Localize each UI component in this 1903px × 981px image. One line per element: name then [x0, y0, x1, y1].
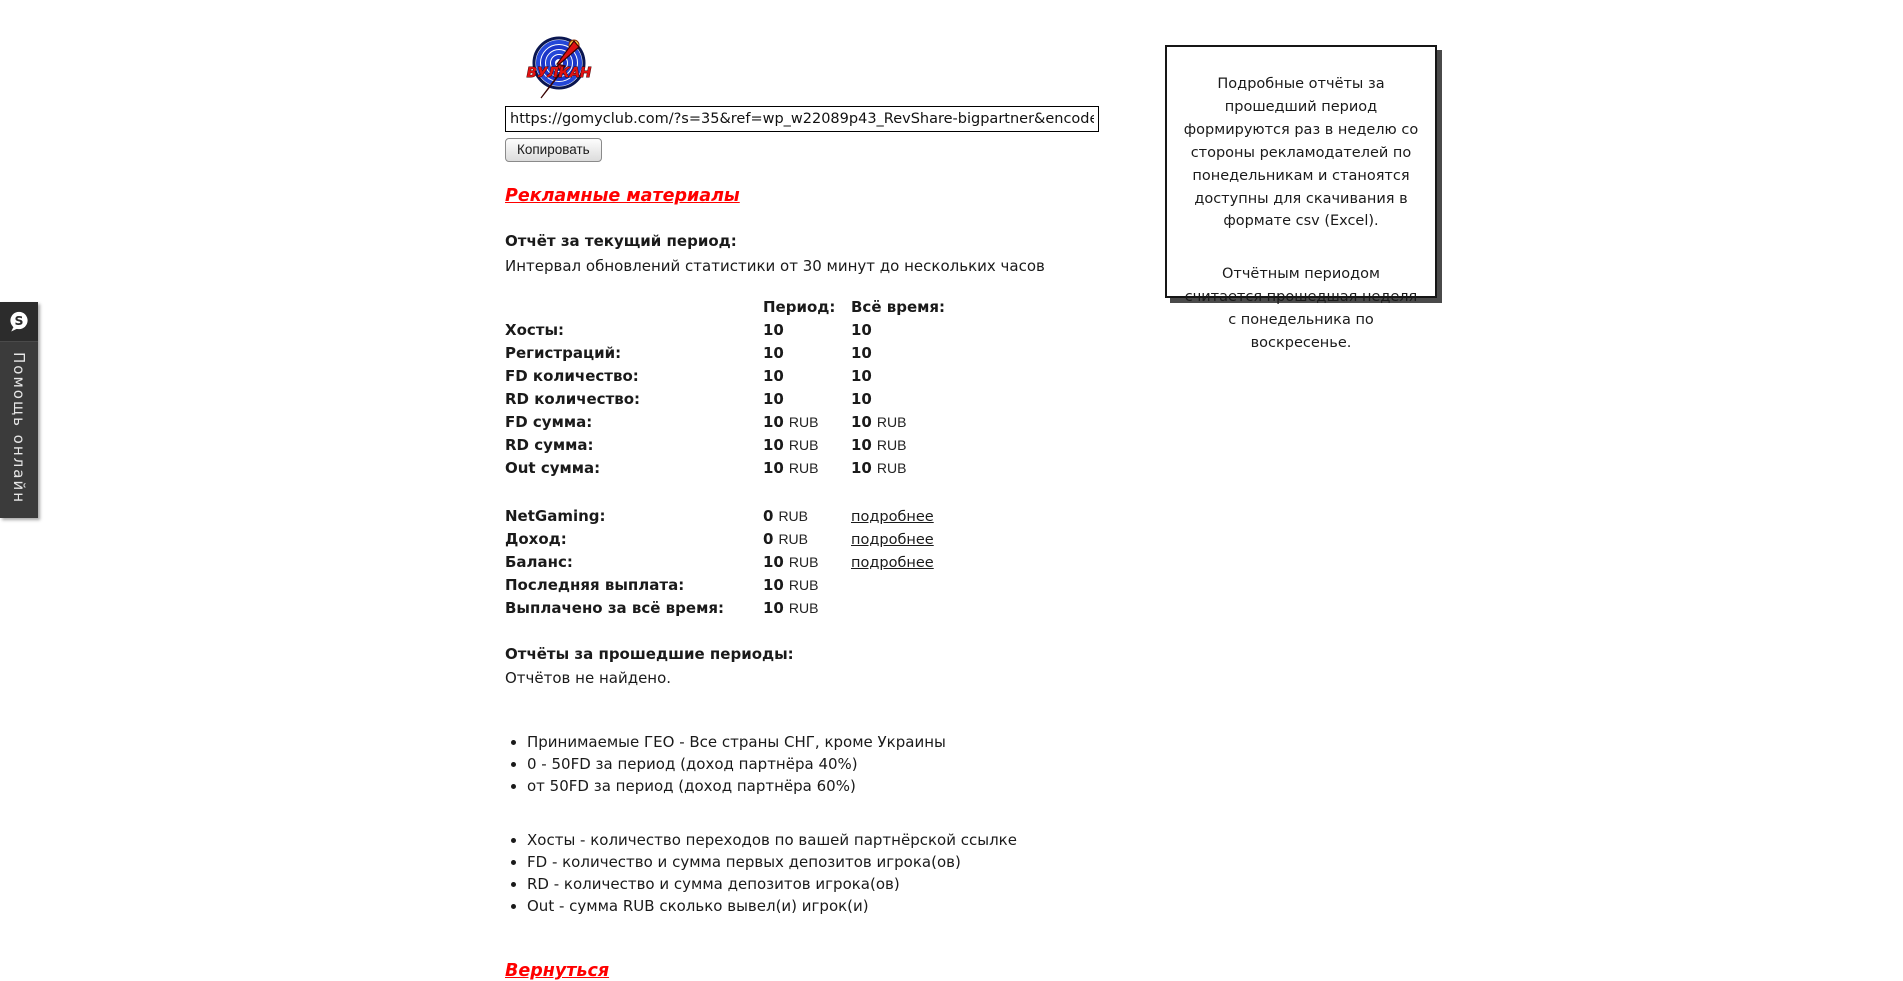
table-row-rd-count	[505, 387, 1145, 410]
alltime-value: 10	[851, 320, 872, 339]
back-link[interactable]: Вернуться	[505, 961, 610, 981]
table-row-fd-count	[505, 364, 1145, 387]
table-row-hosts	[505, 318, 1145, 341]
help-online-widget[interactable]	[0, 302, 38, 518]
period-value: 10	[763, 458, 784, 477]
list-item: • Хосты - количество переходов по вашей партнёрской ссылке	[527, 831, 1145, 849]
chat-s-icon[interactable]	[0, 302, 38, 342]
row-label: Хосты:	[505, 320, 565, 339]
row-value: 10	[763, 598, 784, 617]
stats-table	[505, 295, 1145, 479]
table-row-balance: Баланс: 10 RUB подробнее	[505, 552, 934, 571]
row-label: Out сумма:	[505, 458, 601, 477]
past-reports-empty-message: Отчётов не найдено.	[505, 669, 672, 687]
table-row-rd-sum: RD сумма: 10 RUB 10 RUB	[505, 435, 907, 454]
current-report-title: Отчёт за текущий период:	[505, 232, 737, 250]
stats-header-row	[505, 295, 1145, 318]
vulkan-logo	[527, 36, 591, 102]
row-label: Регистраций:	[505, 343, 622, 362]
row-label: Последняя выплата:	[505, 575, 685, 594]
row-value: 0	[763, 506, 774, 525]
promo-materials-link[interactable]: Рекламные материалы	[505, 186, 740, 206]
alltime-value: 10	[851, 389, 872, 408]
info-paragraph-2: Отчётным периодом считается прошедшая неделя с понедельника по воскресенье.	[1184, 266, 1418, 352]
row-label: RD сумма:	[505, 435, 594, 454]
vulkan-logo-text: ВУЛКАН	[526, 65, 592, 81]
list-item: • от 50FD за период (доход партнёра 60%)	[527, 777, 1145, 795]
period-value: 10	[763, 343, 784, 362]
list-item: • 0 - 50FD за период (доход партнёра 40%)	[527, 755, 1145, 773]
financial-table	[505, 504, 1145, 619]
table-row-last-payout: Последняя выплата: 10 RUB	[505, 575, 819, 594]
table-row-registrations	[505, 341, 1145, 364]
income-details-link[interactable]: подробнее	[851, 531, 934, 548]
list-item: • Принимаемые ГЕО - Все страны СНГ, кроме Украины	[527, 733, 1145, 751]
list-item: • FD - количество и сумма первых депозитов игрока(ов)	[527, 853, 1145, 871]
alltime-value: 10	[851, 435, 872, 454]
table-row-netgaming: NetGaming: 0 RUB подробнее	[505, 506, 934, 525]
past-reports-title: Отчёты за прошедшие периоды:	[505, 645, 794, 663]
column-period: Период:	[763, 297, 836, 316]
period-value: 10	[763, 389, 784, 408]
period-value: 10	[763, 412, 784, 431]
period-value: 10	[763, 435, 784, 454]
definitions-list	[505, 831, 1145, 915]
weekly-reports-info-box	[1165, 45, 1437, 352]
chat-s-icon	[7, 310, 31, 334]
netgaming-details-link[interactable]: подробнее	[851, 508, 934, 525]
period-value: 10	[763, 366, 784, 385]
row-label: Выплачено за всё время:	[505, 598, 724, 617]
current-report-subtitle: Интервал обновлений статистики от 30 минут до нескольких часов	[505, 257, 1045, 275]
table-row-fd-sum: FD сумма: 10 RUB 10 RUB	[505, 412, 907, 431]
row-label: Баланс:	[505, 552, 573, 571]
balance-details-link[interactable]: подробнее	[851, 554, 934, 571]
row-label: Доход:	[505, 529, 567, 548]
alltime-value: 10	[851, 458, 872, 477]
table-row-paid-total: Выплачено за всё время: 10 RUB	[505, 598, 819, 617]
svg-text:S: S	[14, 312, 24, 328]
main-content	[505, 36, 1145, 981]
copy-button[interactable]: Копировать	[505, 138, 602, 162]
help-online-label: Помощь онлайн	[10, 352, 28, 505]
row-value: 10	[763, 575, 784, 594]
help-online-tab[interactable]	[0, 342, 38, 518]
list-item: • RD - количество и сумма депозитов игрока(ов)	[527, 875, 1145, 893]
alltime-value: 10	[851, 366, 872, 385]
alltime-value: 10	[851, 343, 872, 362]
row-label: FD количество:	[505, 366, 639, 385]
terms-list	[505, 733, 1145, 795]
info-paragraph-1: Подробные отчёты за прошедший период формируются раз в неделю со стороны рекламодателей по понедельникам и станоятся доступны для скачивания в формате csv (Excel).	[1183, 76, 1419, 230]
row-label: RD количество:	[505, 389, 641, 408]
period-value: 10	[763, 320, 784, 339]
alltime-value: 10	[851, 412, 872, 431]
row-label: NetGaming:	[505, 506, 606, 525]
referral-url-input[interactable]	[505, 106, 1099, 132]
table-row-out-sum: Out сумма: 10 RUB 10 RUB	[505, 458, 907, 477]
row-value: 0	[763, 529, 774, 548]
column-all-time: Всё время:	[851, 297, 946, 316]
row-value: 10	[763, 552, 784, 571]
list-item: • Out - сумма RUB сколько вывел(и) игрок(и)	[527, 897, 1145, 915]
row-label: FD сумма:	[505, 412, 593, 431]
table-row-income: Доход: 0 RUB подробнее	[505, 529, 934, 548]
